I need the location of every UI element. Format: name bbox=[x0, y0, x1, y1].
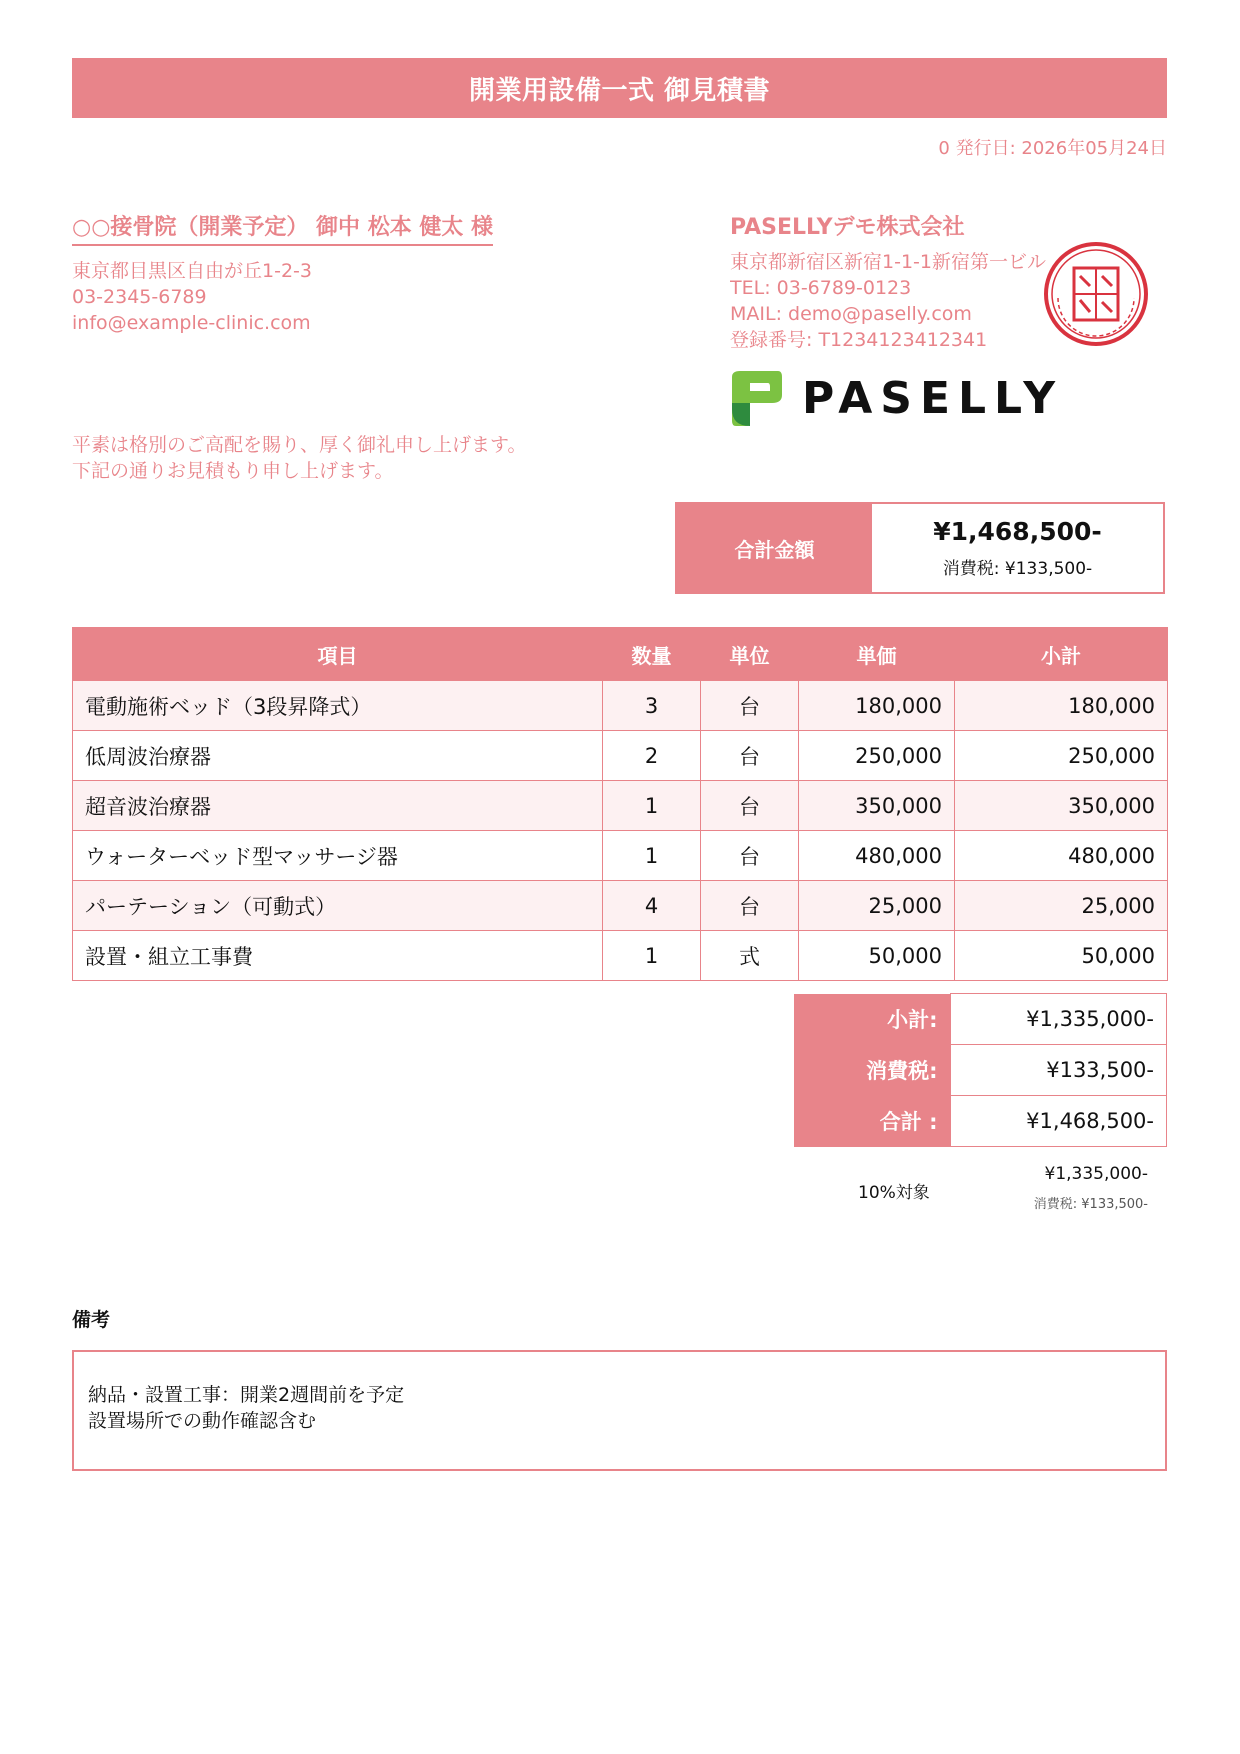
cell-unit: 台 bbox=[701, 731, 799, 781]
grand-total-label: 合計金額 bbox=[677, 504, 872, 592]
notes-line-1: 納品・設置工事：開業2週間前を予定 bbox=[88, 1384, 405, 1406]
cell-price: 180,000 bbox=[799, 681, 955, 731]
grand-total-tax: 消費税: ¥133,500- bbox=[942, 559, 1093, 579]
document-title: 開業用設備一式 御見積書 bbox=[72, 58, 1167, 118]
cell-subtotal: 180,000 bbox=[955, 681, 1168, 731]
cell-unit: 式 bbox=[701, 931, 799, 981]
greeting-line-1: 平素は格別のご高配を賜り、厚く御礼申し上げます。 bbox=[72, 434, 527, 456]
notes-box bbox=[72, 1350, 1167, 1471]
cell-item: パーテーション（可動式） bbox=[73, 881, 603, 931]
cell-unit: 台 bbox=[701, 831, 799, 881]
cell-qty: 2 bbox=[603, 731, 701, 781]
summary-tax-label: 消費税: bbox=[794, 1045, 950, 1096]
table-row bbox=[73, 831, 1168, 881]
client-name: ○○接骨院（開業予定） 御中 松本 健太 様 bbox=[72, 210, 493, 246]
grand-total-box bbox=[675, 502, 1165, 594]
table-row bbox=[73, 931, 1168, 981]
tax-rate-label: 10%対象 bbox=[858, 1183, 930, 1203]
cell-unit: 台 bbox=[701, 681, 799, 731]
cell-unit: 台 bbox=[701, 781, 799, 831]
greeting-line-2: 下記の通りお見積もり申し上げます。 bbox=[72, 460, 394, 482]
cell-qty: 1 bbox=[603, 781, 701, 831]
company-address: 東京都新宿区新宿1-1-1新宿第一ビル bbox=[730, 251, 1046, 273]
company-seal-icon bbox=[1040, 238, 1152, 350]
summary-tax-value: ¥133,500- bbox=[950, 1045, 1167, 1096]
cell-qty: 1 bbox=[603, 931, 701, 981]
table-row bbox=[73, 881, 1168, 931]
summary-subtotal-label: 小計: bbox=[794, 994, 950, 1045]
summary-subtotal-value: ¥1,335,000- bbox=[950, 994, 1167, 1045]
client-block bbox=[72, 210, 493, 336]
summary-tax-row bbox=[794, 1045, 1167, 1096]
cell-item: 設置・組立工事費 bbox=[73, 931, 603, 981]
table-row bbox=[73, 781, 1168, 831]
tax-rate-amount: ¥1,335,000- bbox=[1044, 1164, 1148, 1184]
issue-date: 0 発行日: 2026年05月24日 bbox=[938, 138, 1167, 159]
cell-qty: 1 bbox=[603, 831, 701, 881]
cell-price: 250,000 bbox=[799, 731, 955, 781]
header-unit: 単位 bbox=[701, 628, 799, 681]
client-address: 東京都目黒区自由が丘1-2-3 bbox=[72, 260, 312, 282]
leaf-logo-icon bbox=[728, 369, 784, 427]
table-row bbox=[73, 681, 1168, 731]
client-email: info@example-clinic.com bbox=[72, 312, 311, 334]
header-item: 項目 bbox=[73, 628, 603, 681]
cell-price: 25,000 bbox=[799, 881, 955, 931]
cell-qty: 3 bbox=[603, 681, 701, 731]
company-logo bbox=[728, 368, 1068, 428]
cell-qty: 4 bbox=[603, 881, 701, 931]
greeting bbox=[72, 432, 526, 484]
table-row bbox=[73, 731, 1168, 781]
cell-subtotal: 480,000 bbox=[955, 831, 1168, 881]
header-qty: 数量 bbox=[603, 628, 701, 681]
items-table bbox=[72, 627, 1168, 981]
cell-subtotal: 350,000 bbox=[955, 781, 1168, 831]
summary-subtotal-row bbox=[794, 994, 1167, 1045]
grand-total-amount: ¥1,468,500- bbox=[933, 517, 1102, 546]
cell-subtotal: 25,000 bbox=[955, 881, 1168, 931]
cell-price: 50,000 bbox=[799, 931, 955, 981]
client-tel: 03-2345-6789 bbox=[72, 286, 207, 308]
cell-item: 電動施術ベッド（3段昇降式） bbox=[73, 681, 603, 731]
cell-item: 低周波治療器 bbox=[73, 731, 603, 781]
cell-item: ウォーターベッド型マッサージ器 bbox=[73, 831, 603, 881]
cell-subtotal: 50,000 bbox=[955, 931, 1168, 981]
cell-item: 超音波治療器 bbox=[73, 781, 603, 831]
company-mail: MAIL: demo@paselly.com bbox=[730, 303, 972, 325]
header-subtotal: 小計 bbox=[955, 628, 1168, 681]
summary-table bbox=[794, 993, 1167, 1147]
logo-wordmark: PASELLY bbox=[802, 372, 1064, 424]
table-header-row bbox=[73, 628, 1168, 681]
cell-unit: 台 bbox=[701, 881, 799, 931]
header-price: 単価 bbox=[799, 628, 955, 681]
tax-rate-tax: 消費税: ¥133,500- bbox=[1033, 1197, 1148, 1212]
summary-total-row bbox=[794, 1096, 1167, 1147]
company-tel: TEL: 03-6789-0123 bbox=[730, 277, 912, 299]
notes-title: 備考 bbox=[72, 1309, 111, 1331]
company-name: PASELLYデモ株式会社 bbox=[730, 215, 965, 240]
cell-subtotal: 250,000 bbox=[955, 731, 1168, 781]
summary-total-label: 合計 : bbox=[794, 1096, 950, 1147]
summary-total-value: ¥1,468,500- bbox=[950, 1096, 1167, 1147]
cell-price: 350,000 bbox=[799, 781, 955, 831]
cell-price: 480,000 bbox=[799, 831, 955, 881]
notes-line-2: 設置場所での動作確認含む bbox=[88, 1410, 317, 1432]
company-registration: 登録番号: T1234123412341 bbox=[730, 329, 988, 351]
